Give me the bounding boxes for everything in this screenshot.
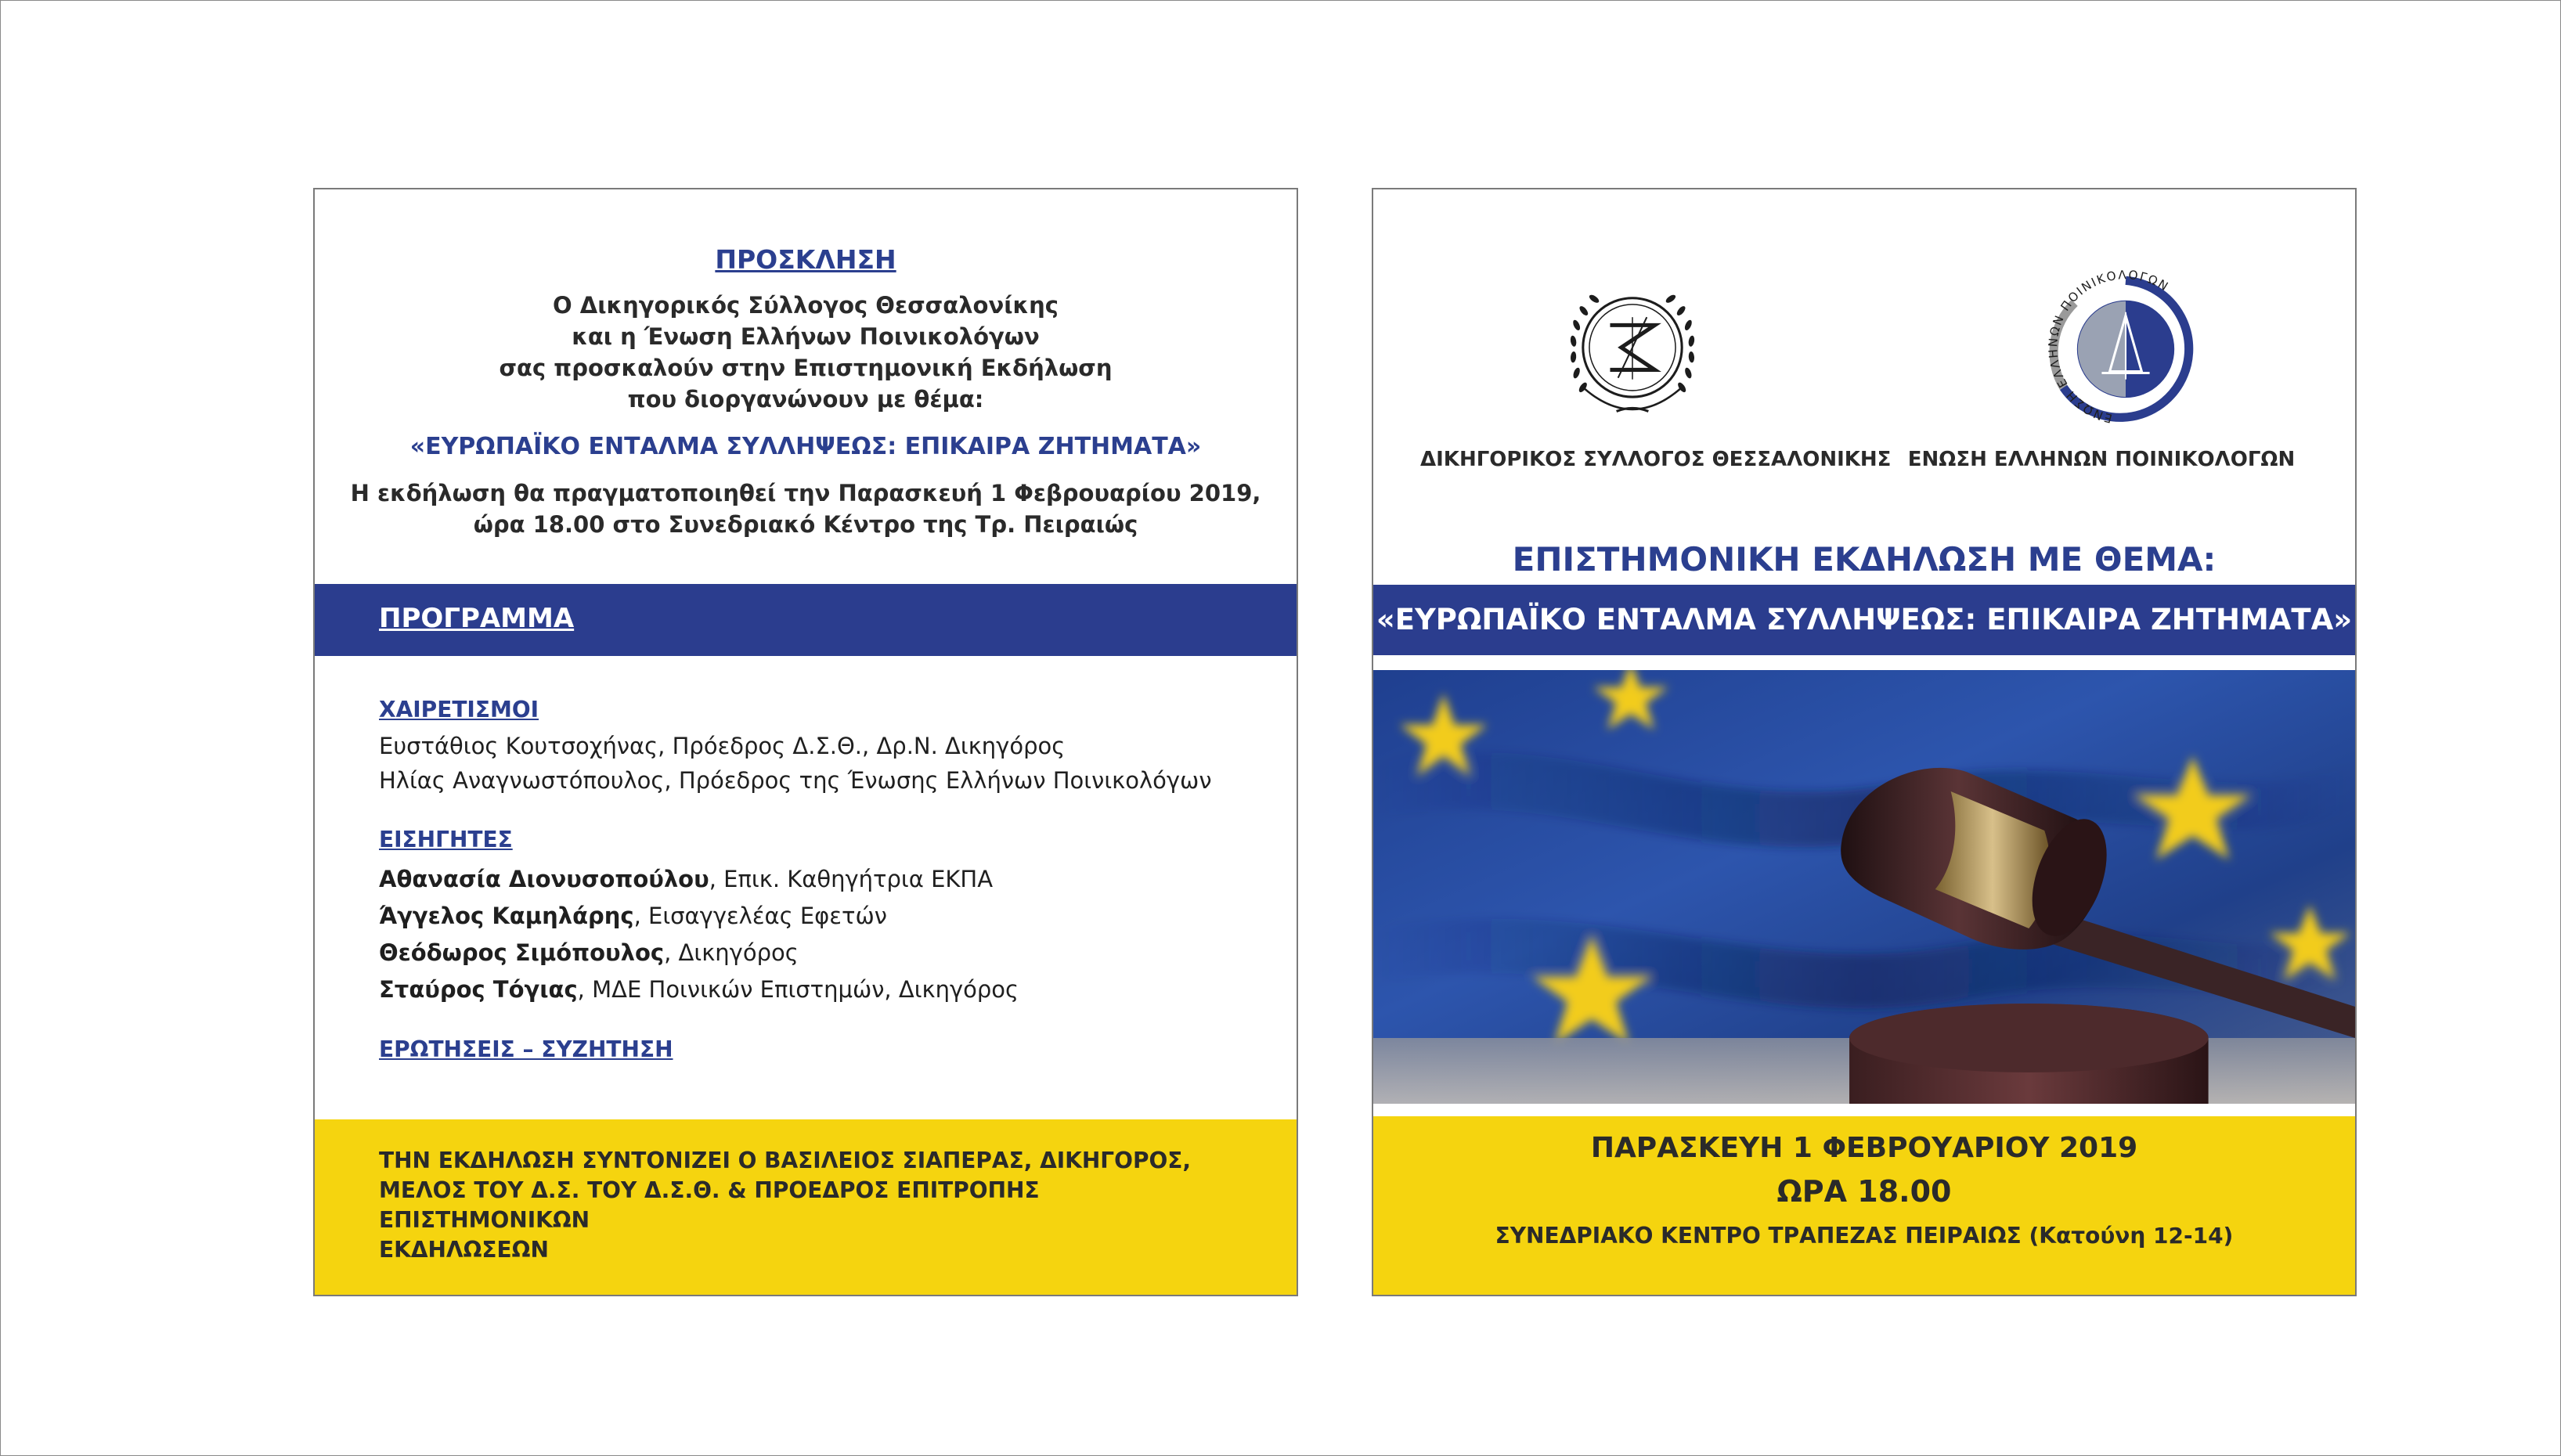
- speaker-role: , Δικηγόρος: [664, 939, 799, 966]
- invitation-detail-line: Η εκδήλωση θα πραγματοποιηθεί την Παρασκευή 1 Φεβρουαρίου 2019,: [350, 480, 1261, 506]
- invitation-panel: [313, 188, 1298, 1296]
- coordinator-line: ΤΗΝ ΕΚΔΗΛΩΣΗ ΣΥΝΤΟΝΙΖΕΙ Ο ΒΑΣΙΛΕΙΟΣ ΣΙΑΠΕΡΑΣ, ΔΙΚΗΓΟΡΟΣ,: [379, 1148, 1192, 1173]
- speaker-role: , ΜΔΕ Ποινικών Επιστημών, Δικηγόρος: [577, 976, 1019, 1003]
- speaker-line: [379, 903, 887, 929]
- greeting-line: Ευστάθιος Κουτσοχήνας, Πρόεδρος Δ.Σ.Θ., Δρ.Ν. Δικηγόρος: [379, 733, 1066, 759]
- speaker-role: , Εισαγγελέας Εφετών: [633, 903, 887, 929]
- invitation-topic: «ΕΥΡΩΠΑΪΚΟ ΕΝΤΑΛΜΑ ΣΥΛΛΗΨΕΩΣ: ΕΠΙΚΑΙΡΑ ΖΗΤΗΜΑΤΑ»: [409, 433, 1202, 460]
- invitation-line: Ο Δικηγορικός Σύλλογος Θεσσαλονίκης: [553, 292, 1059, 319]
- program-title: ΠΡΟΓΡΑΜΜΑ: [379, 603, 575, 634]
- coordinator-line: ΜΕΛΟΣ ΤΟΥ Δ.Σ. ΤΟΥ Δ.Σ.Θ. & ΠΡΟΕΔΡΟΣ ΕΠΙΤΡΟΠΗΣ ΕΠΙΣΤΗΜΟΝΙΚΩΝ: [379, 1177, 1040, 1233]
- event-venue: ΣΥΝΕΔΡΙΑΚΟ ΚΕΝΤΡΟ ΤΡΑΠΕΖΑΣ ΠΕΙΡΑΙΩΣ (Κατούνη 12-14): [1495, 1223, 2234, 1249]
- event-details-band: [1373, 1116, 2355, 1296]
- invitation-title: ΠΡΟΣΚΛΗΣΗ: [715, 244, 896, 275]
- event-heading: ΕΠΙΣΤΗΜΟΝΙΚΗ ΕΚΔΗΛΩΣΗ ΜΕ ΘΕΜΑ:: [1512, 540, 2217, 578]
- invitation-line: και η Ένωση Ελλήνων Ποινικολόγων: [572, 323, 1040, 350]
- speaker-name: Σταύρος Τόγιας: [379, 976, 578, 1003]
- bar-association-caption: ΔΙΚΗΓΟΡΙΚΟΣ ΣΥΛΛΟΓΟΣ ΘΕΣΣΑΛΟΝΙΚΗΣ: [1420, 448, 1892, 471]
- speakers-heading: ΕΙΣΗΓΗΤΕΣ: [379, 827, 513, 852]
- speaker-name: Άγγελος Καμηλάρης: [379, 903, 634, 929]
- invitation-detail-line: ώρα 18.00 στο Συνεδριακό Κέντρο της Τρ. Πειραιώς: [473, 511, 1138, 538]
- speaker-name: Αθανασία Διονυσοπούλου: [379, 866, 709, 892]
- logo-ring-text: ΕΝΩΣΗ ΕΛΛΗΝΩΝ ΠΟΙΝΙΚΟΛΟΓΩΝ: [2046, 268, 2172, 426]
- speaker-line: [379, 866, 993, 892]
- invitation-text: [315, 290, 1297, 415]
- speaker-role: , Επικ. Καθηγήτρια ΕΚΠΑ: [709, 866, 994, 892]
- speaker-line: [379, 939, 799, 966]
- coordinator-line: ΕΚΔΗΛΩΣΕΩΝ: [379, 1237, 549, 1263]
- invitation-line: που διοργανώνουν με θέμα:: [627, 386, 984, 413]
- speaker-name: Θεόδωρος Σιμόπουλος: [379, 939, 665, 966]
- eu-flag-gavel-photo: [1373, 670, 2355, 1104]
- event-time: ΩΡΑ 18.00: [1776, 1174, 1952, 1209]
- invitation-details: [315, 478, 1297, 540]
- coordinator-text: [379, 1146, 1256, 1265]
- discussion-heading: ΕΡΩΤΗΣΕΙΣ – ΣΥΖΗΤΗΣΗ: [379, 1036, 673, 1062]
- bar-association-seal-logo: [1552, 268, 1713, 435]
- greeting-line: Ηλίας Αναγνωστόπουλος, Πρόεδρος της Ένωσης Ελλήνων Ποινικολόγων: [379, 767, 1212, 794]
- criminal-lawyers-union-logo: [2045, 268, 2206, 435]
- program-band: [315, 584, 1297, 656]
- invitation-line: σας προσκαλούν στην Επιστημονική Εκδήλωση: [499, 355, 1113, 381]
- greetings-heading: ΧΑΙΡΕΤΙΣΜΟΙ: [379, 697, 539, 723]
- coordinator-band: [315, 1119, 1297, 1296]
- criminal-lawyers-union-caption: ΕΝΩΣΗ ΕΛΛΗΝΩΝ ΠΟΙΝΙΚΟΛΟΓΩΝ: [1907, 448, 2296, 471]
- cover-panel: [1372, 188, 2357, 1296]
- speaker-line: [379, 976, 1019, 1003]
- event-topic: «ΕΥΡΩΠΑΪΚΟ ΕΝΤΑΛΜΑ ΣΥΛΛΗΨΕΩΣ: ΕΠΙΚΑΙΡΑ ΖΗΤΗΜΑΤΑ»: [1373, 585, 2355, 655]
- event-date: ΠΑΡΑΣΚΕΥΗ 1 ΦΕΒΡΟΥΑΡΙΟΥ 2019: [1590, 1132, 2138, 1164]
